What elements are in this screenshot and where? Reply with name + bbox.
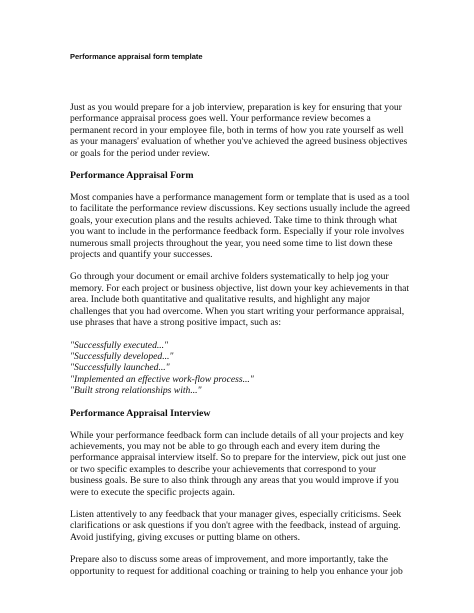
phrase-item: "Successfully executed..." — [70, 339, 169, 351]
phrase-item: "Successfully developed..." — [70, 350, 174, 362]
document-title: Performance appraisal form template — [70, 52, 203, 61]
appraisal-interview-paragraph-3: Prepare also to discuss some areas of improvement, and more importantly, take the opportunity to request for additional coaching or training to help you enhance your job — [70, 554, 403, 577]
appraisal-form-paragraph-2: Go through your document or email archive folders systematically to help jog your memory. For each project or business objective, list down your key achievements in that area. Include both quantitative and qualitative results, and highlight any major challenges that you had overcome. When you start writing your performance appraisal, use phrases that have a strong positive impact, such as: — [70, 271, 410, 329]
section-heading-appraisal-form: Performance Appraisal Form — [70, 170, 194, 182]
section-heading-appraisal-interview: Performance Appraisal Interview — [70, 407, 211, 419]
appraisal-form-paragraph-1: Most companies have a performance management form or template that is used as a tool to facilitate the performance review discussions. Key sections usually include the agreed goals, your execution plans and the results achieved. Take time to think through what you want to include in the performance feedback form. Especially if your role involves numerous small projects throughout the year, you need some time to list down these projects and quantify your successes. — [70, 192, 410, 261]
positive-phrases-list — [70, 340, 410, 397]
appraisal-interview-paragraph-1: While your performance feedback form can include details of all your projects and key achievements, you may not be able to go through each and every item during the performance appraisal interview itself. So to prepare for the interview, pick out just one or two specific examples to describe your achievements that correspond to your business goals. Be sure to also think through any areas that you would improve if you were to execute the specific projects again. — [70, 429, 406, 498]
document-page — [70, 52, 410, 588]
intro-paragraph: Just as you would prepare for a job interview, preparation is key for ensuring that your performance appraisal process goes well. Your performance review becomes a permanent record in your employee file, both in terms of how you rate yourself as well as your managers' evaluation of whether you've achieved the agreed business objectives or goals for the period under review. — [70, 102, 408, 159]
phrase-item: "Successfully launched..." — [70, 362, 170, 374]
phrase-item: "Implemented an effective work-flow process..." — [70, 373, 254, 385]
appraisal-interview-paragraph-2: Listen attentively to any feedback that your manager gives, especially criticisms. Seek clarifications or ask questions if you don't agree with the feedback, instead of arguing. Avoid justifying, giving excuses or putting blame on others. — [70, 508, 402, 543]
phrase-item: "Built strong relationships with..." — [70, 385, 202, 397]
